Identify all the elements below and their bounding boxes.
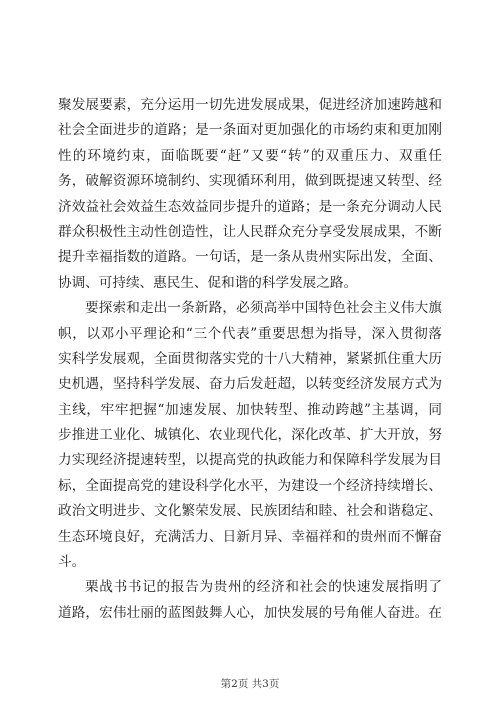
text-line: 实科学发展观，全面贯彻落实党的十八大精神，紧紧抓住重大历 (58, 350, 442, 367)
text-line: 政治文明进步、文化繁荣发展、民族团结和睦、社会和谐稳定、 (58, 503, 442, 520)
text-line: 协调、可持续、惠民生、促和谐的科学发展之路。 (58, 274, 358, 291)
text-line: 社会全面进步的道路；是一条面对更加强化的市场约束和更加刚 (58, 122, 442, 139)
text-line: 提升幸福指数的道路。一句话，是一条从贵州实际出发，全面、 (58, 249, 442, 266)
text-line: 聚发展要素，充分运用一切先进发展成果，促进经济加速跨越和 (58, 97, 442, 113)
text-line: 生态环境良好，充满活力、日新月异、幸福祥和的贵州而不懈奋 (58, 528, 442, 545)
paragraph-first-line: 栗战书书记的报告为贵州的经济和社会的快速发展指明了 (85, 579, 442, 596)
text-line: 济效益社会效益生态效益同步提升的道路；是一条充分调动人民 (58, 198, 442, 215)
text-line: 斗。 (58, 554, 86, 571)
text-line: 群众积极性主动性创造性，让人民群众充分享受发展成果，不断 (58, 223, 442, 240)
body-text (58, 93, 442, 626)
paragraph-first-line: 要探索和走出一条新路，必须高举中国特色社会主义伟大旗 (85, 300, 442, 317)
text-line: 主线，牢牢把握“加速发展、加快转型、推动跨越”主基调，同 (58, 401, 442, 418)
page-number-footer: 第2页 共3页 (220, 678, 280, 690)
text-line: 帜，以邓小平理论和“三个代表”重要思想为指导，深入贯彻落 (58, 325, 442, 342)
text-line: 道路，宏伟壮丽的蓝图鼓舞人心，加快发展的号角催人奋进。在 (58, 604, 442, 621)
text-line: 力实现经济提速转型，以提高党的执政能力和保障科学发展为目 (58, 452, 442, 469)
text-line: 史机遇，坚持科学发展、奋力后发赶超，以转变经济发展方式为 (58, 376, 442, 393)
text-line: 标，全面提高党的建设科学化水平，为建设一个经济持续增长、 (58, 477, 442, 494)
text-line: 步推进工业化、城镇化、农业现代化，深化改革、扩大开放，努 (58, 427, 442, 444)
text-line: 务，破解资源环境制约、实现循环利用，做到既提速又转型、经 (58, 173, 442, 190)
text-line: 性的环境约束，面临既要“赶”又要“转”的双重压力、双重任 (58, 147, 442, 164)
